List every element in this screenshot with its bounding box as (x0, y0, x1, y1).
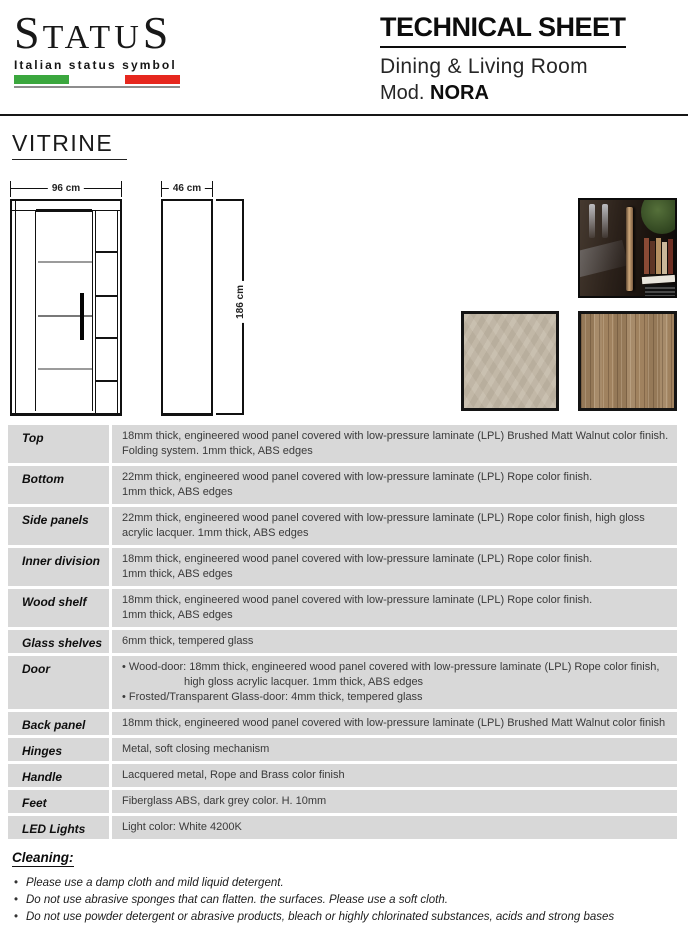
spec-row-label: Inner division (8, 548, 112, 586)
column-shelf-line (96, 251, 118, 253)
spec-row-label: Back panel (8, 712, 112, 735)
photo-glass-reflection (578, 240, 628, 278)
spec-value-line: 18mm thick, engineered wood panel covered with low-pressure laminate (LPL) Brushed Matt Walnut color finish (122, 717, 666, 729)
spec-row-label: Handle (8, 764, 112, 787)
spec-row-label: Top (8, 425, 112, 463)
spec-value-line: Fiberglass ABS, dark grey color. H. 10mm (122, 795, 327, 807)
spec-row (8, 738, 677, 761)
left-panel-line (15, 201, 16, 413)
spec-row-value (112, 712, 677, 735)
brand-logo (14, 7, 184, 88)
column-shelf-line (96, 380, 118, 382)
width-dimension (10, 181, 122, 197)
spec-value-line: Folding system. 1mm thick, ABS edges (122, 445, 313, 457)
spec-row (8, 507, 677, 545)
spec-value-line: • Wood-door: 18mm thick, engineered wood panel covered with low-pressure laminate (LPL) Rope color finish, (122, 661, 660, 673)
product-photo (578, 198, 677, 298)
cleaning-bullet: • Do not use powder detergent or abrasive products, bleach or highly chlorinated substances, acids and strong bases (12, 909, 676, 926)
spec-row (8, 656, 677, 709)
cleaning-list (12, 875, 676, 926)
spec-value-line: 22mm thick, engineered wood panel covered with low-pressure laminate (LPL) Rope color finish. (122, 471, 593, 483)
spec-row (8, 764, 677, 787)
spec-table (8, 425, 677, 842)
door-top-edge (36, 209, 92, 212)
flag-underline (14, 86, 180, 88)
spec-value-line: • Frosted/Transparent Glass-door: 4mm thick, tempered glass (122, 691, 423, 703)
spec-row-value (112, 589, 677, 627)
spec-value-line: acrylic lacquer. 1mm thick, ABS edges (122, 527, 309, 539)
height-dim-top-tick (216, 199, 243, 201)
spec-row-label: Wood shelf (8, 589, 112, 627)
brand-name (14, 7, 184, 58)
glass-shelf-line (38, 368, 92, 370)
spec-row (8, 466, 677, 504)
brand-name-last-letter: S (142, 7, 172, 58)
spec-value-line: 1mm thick, ABS edges (122, 609, 233, 621)
depth-dimension (161, 181, 213, 197)
door-left-edge (35, 210, 36, 411)
spec-row-value (112, 656, 677, 709)
spec-value-line: Lacquered metal, Rope and Brass color finish (122, 769, 345, 781)
dim-tick (121, 181, 122, 197)
section-title: VITRINE (12, 130, 127, 160)
spec-value-line: 18mm thick, engineered wood panel covered with low-pressure laminate (LPL) Brushed Matt Walnut color finish. (122, 430, 669, 442)
model-line (380, 82, 680, 105)
spec-row-value (112, 425, 677, 463)
model-name: NORA (430, 82, 489, 104)
brand-name-first-letter: S (14, 7, 43, 58)
cleaning-bullet: • Do not use abrasive sponges that can flatten. the surfaces. Please use a soft cloth. (12, 892, 676, 909)
spec-row-value (112, 466, 677, 504)
spec-row (8, 589, 677, 627)
spec-value-line: Metal, soft closing mechanism (122, 743, 270, 755)
spec-row-label: Feet (8, 790, 112, 813)
spec-row-label: Glass shelves (8, 630, 112, 653)
photo-handle (626, 207, 633, 291)
rope-finish-swatch (461, 311, 559, 411)
dim-tick (10, 181, 11, 197)
column-shelf-line (96, 295, 118, 297)
photo-wine-glass (589, 204, 595, 238)
photo-books (644, 238, 673, 274)
front-view-drawing (10, 199, 122, 416)
header-titles (380, 12, 680, 105)
door-right-edge (92, 210, 93, 411)
spec-row-value (112, 790, 677, 813)
model-prefix: Mod. (380, 82, 431, 104)
spec-row-label: Bottom (8, 466, 112, 504)
spec-row (8, 425, 677, 463)
photo-shelf (642, 275, 675, 284)
walnut-finish-swatch (578, 311, 677, 411)
spec-value-line: 18mm thick, engineered wood panel covered with low-pressure laminate (LPL) Rope color finish. (122, 594, 593, 606)
flag-red-segment (125, 75, 180, 84)
column-shelf-line (96, 337, 118, 339)
height-dim-bottom-tick (216, 413, 243, 415)
spec-value-line: 6mm thick, tempered glass (122, 635, 254, 647)
spec-value-line: 1mm thick, ABS edges (122, 568, 233, 580)
page-subtitle: Dining & Living Room (380, 55, 588, 78)
flag-white-segment (69, 75, 124, 84)
spec-row (8, 630, 677, 653)
spec-value-line: 18mm thick, engineered wood panel covered with low-pressure laminate (LPL) Rope color finish. (122, 553, 593, 565)
spec-row-value (112, 507, 677, 545)
photo-plant (641, 198, 677, 234)
cleaning-title: Cleaning: (12, 850, 74, 865)
photo-wine-glass (602, 204, 608, 238)
dim-tick (161, 181, 162, 197)
brand-tagline: Italian status symbol (14, 58, 177, 72)
dim-tick (212, 181, 213, 197)
photo-shelf-stripes (645, 285, 675, 296)
side-view-drawing (161, 199, 213, 416)
spec-row-value (112, 816, 677, 839)
spec-row-label: Door (8, 656, 112, 709)
spec-row-label: Hinges (8, 738, 112, 761)
spec-value-line: high gloss acrylic lacquer. 1mm thick, ABS edges (184, 676, 424, 688)
spec-row-value (112, 738, 677, 761)
width-dimension-label: 96 cm (48, 183, 84, 194)
spec-row (8, 712, 677, 735)
spec-row-label: Side panels (8, 507, 112, 545)
spec-row-value (112, 548, 677, 586)
depth-dimension-label: 46 cm (169, 183, 205, 194)
spec-value-line: 22mm thick, engineered wood panel covered with low-pressure laminate (LPL) Rope color finish, high gloss (122, 512, 645, 524)
cleaning-bullet: • Please use a damp cloth and mild liquid detergent. (12, 875, 676, 892)
italian-flag-icon (14, 75, 180, 84)
spec-row-value (112, 630, 677, 653)
spec-value-line: Light color: White 4200K (122, 821, 242, 833)
spec-value-line: 1mm thick, ABS edges (122, 486, 233, 498)
column-left-edge (95, 210, 96, 413)
brand-name-middle-letters: TATU (42, 19, 143, 56)
door-handle (80, 293, 84, 340)
spec-row (8, 816, 677, 839)
flag-green-segment (14, 75, 69, 84)
spec-row-value (112, 764, 677, 787)
spec-row (8, 548, 677, 586)
page-title: TECHNICAL SHEET (380, 12, 626, 48)
glass-shelf-line (38, 261, 92, 263)
height-dimension-label: 186 cm (235, 281, 246, 323)
cleaning-section (12, 849, 676, 926)
spec-row (8, 790, 677, 813)
column-right-edge (117, 210, 118, 413)
spec-row-label: LED Lights (8, 816, 112, 839)
header-divider-line (0, 114, 688, 116)
